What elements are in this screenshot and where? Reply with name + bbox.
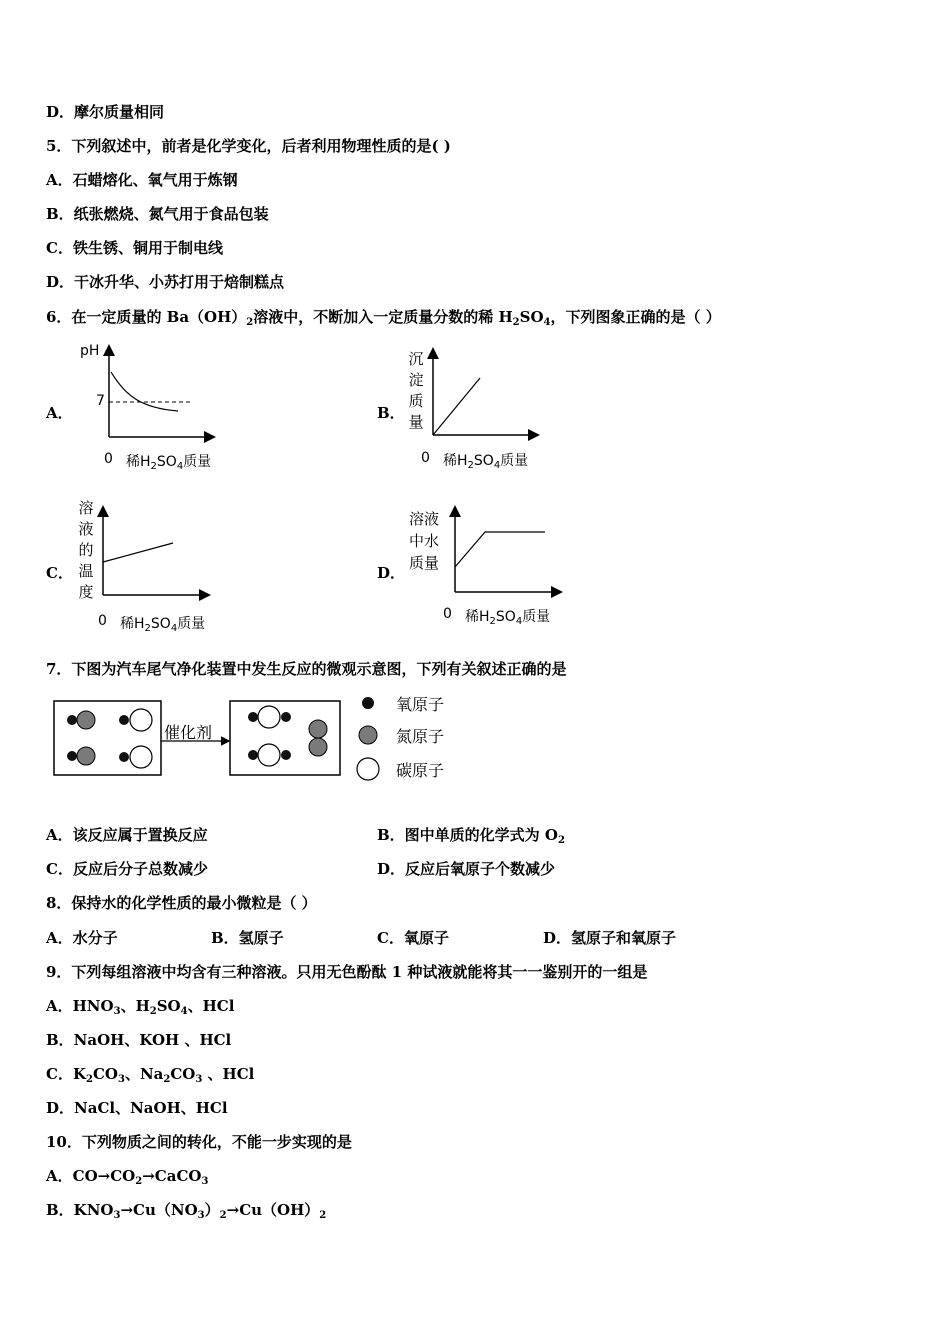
q7-co2-c-1 — [258, 706, 280, 728]
q7-co-o-2 — [119, 752, 129, 762]
q5-option-c: C．铁生锈、铜用于制电线 — [46, 239, 223, 257]
q7-co2-o-2b — [281, 750, 291, 760]
q7-legend-carbon: 碳原子 — [396, 761, 445, 780]
q7-legend-nitrogen-icon — [359, 726, 377, 744]
q7-option-d: D．反应后氧原子个数减少 — [377, 860, 556, 878]
q9-option-b: B．NaOH、KOH 、HCl — [46, 1031, 232, 1049]
q6-label-c: C． — [46, 564, 73, 582]
q7-n2-n-2 — [309, 738, 327, 756]
q7-co2-o-1a — [248, 712, 258, 722]
q8-option-d: D．氢原子和氧原子 — [543, 929, 677, 947]
q8-option-c: C．氧原子 — [377, 929, 449, 947]
graph-a-origin: 0 — [104, 451, 113, 467]
q5-option-b: B．纸张燃烧、氮气用于食品包装 — [46, 205, 269, 223]
q7-legend-nitrogen: 氮原子 — [396, 727, 445, 746]
q7-co-o-1 — [119, 715, 129, 725]
q7-legend-oxygen: 氧原子 — [396, 695, 445, 714]
q6-label-d: D． — [377, 564, 406, 582]
q6-stem: 6．在一定质量的 $Ba(OH)_2$溶液中，不断加入一定质量分数的稀 $H_2SO_4$，下列图象正确的是（ ） — [46, 308, 721, 328]
graph-b-origin: 0 — [421, 450, 430, 466]
q7-co2-c-2 — [258, 744, 280, 766]
q10-stem: 10．下列物质之间的转化，不能一步实现的是 — [46, 1133, 352, 1151]
q8-stem: 8．保持水的化学性质的最小微粒是（ ） — [46, 894, 317, 912]
q8-option-b: B．氢原子 — [211, 929, 284, 947]
graph-a-y-label: pH — [80, 343, 100, 359]
q6-label-b: B． — [377, 404, 405, 422]
q7-legend-oxygen-icon — [362, 697, 374, 709]
q7-stem: 7．下图为汽车尾气净化装置中发生反应的微观示意图，下列有关叙述正确的是 — [46, 660, 567, 678]
q9-option-c: C．$K_2CO_3$、$Na_2CO_3$ 、HCl — [46, 1065, 255, 1085]
q7-no-o-2 — [67, 751, 77, 761]
q7-catalyst-label: 催化剂 — [164, 723, 213, 742]
q5-stem: 5．下列叙述中，前者是化学变化，后者利用物理性质的是( ) — [46, 137, 451, 155]
graph-d-x-label: 稀$H_2SO_4$质量 — [465, 609, 551, 627]
graph-d-y-label: 溶液中水质量 — [409, 510, 440, 572]
q10-option-b: B．$KNO_3\to Cu(NO_3)_2\to Cu(OH)_2$ — [46, 1201, 327, 1221]
q7-co2-o-2a — [248, 750, 258, 760]
q5-option-a: A．石蜡熔化、氧气用于炼钢 — [46, 171, 238, 189]
q7-co-c-1 — [130, 709, 152, 731]
graph-d-origin: 0 — [443, 606, 452, 622]
q4-option-d: D．摩尔质量相同 — [46, 103, 165, 121]
q7-no-o-1 — [67, 715, 77, 725]
q7-option-b: B．图中单质的化学式为 $O_2$ — [377, 826, 565, 846]
graph-b-y-label: 沉淀质量 — [408, 350, 424, 431]
q9-option-d: D．NaCl、NaOH、HCl — [46, 1099, 228, 1117]
graph-a-x-label: 稀$H_2SO_4$质量 — [126, 454, 212, 472]
q7-option-a: A．该反应属于置换反应 — [46, 826, 208, 844]
q6-label-a: A． — [46, 404, 73, 422]
q9-stem: 9．下列每组溶液中均含有三种溶液。只用无色酚酞 1 种试液就能将其一一鉴别开的一组是 — [46, 963, 648, 981]
q7-n2-n-1 — [309, 720, 327, 738]
q7-co2-o-1b — [281, 712, 291, 722]
graph-c-x-label: 稀$H_2SO_4$质量 — [120, 616, 206, 634]
q10-option-a: A．$CO\to CO_2\to CaCO_3$ — [46, 1167, 209, 1187]
graph-c-origin: 0 — [98, 613, 107, 629]
q9-option-a: A．$HNO_3$、$H_2SO_4$、HCl — [46, 997, 235, 1017]
q7-no-n-2 — [77, 747, 95, 765]
q7-product-box — [230, 701, 340, 775]
q7-co-c-2 — [130, 746, 152, 768]
q8-option-a: A．水分子 — [46, 929, 118, 947]
graph-c-y-label: 溶液的温度 — [78, 499, 94, 601]
q5-option-d: D．干冰升华、小苏打用于焙制糕点 — [46, 273, 285, 291]
graph-b-x-label: 稀$H_2SO_4$质量 — [443, 453, 529, 471]
q7-no-n-1 — [77, 711, 95, 729]
q7-option-c: C．反应后分子总数减少 — [46, 860, 208, 878]
q7-legend-carbon-icon — [357, 758, 379, 780]
graph-a-ref-label: 7 — [96, 393, 105, 409]
